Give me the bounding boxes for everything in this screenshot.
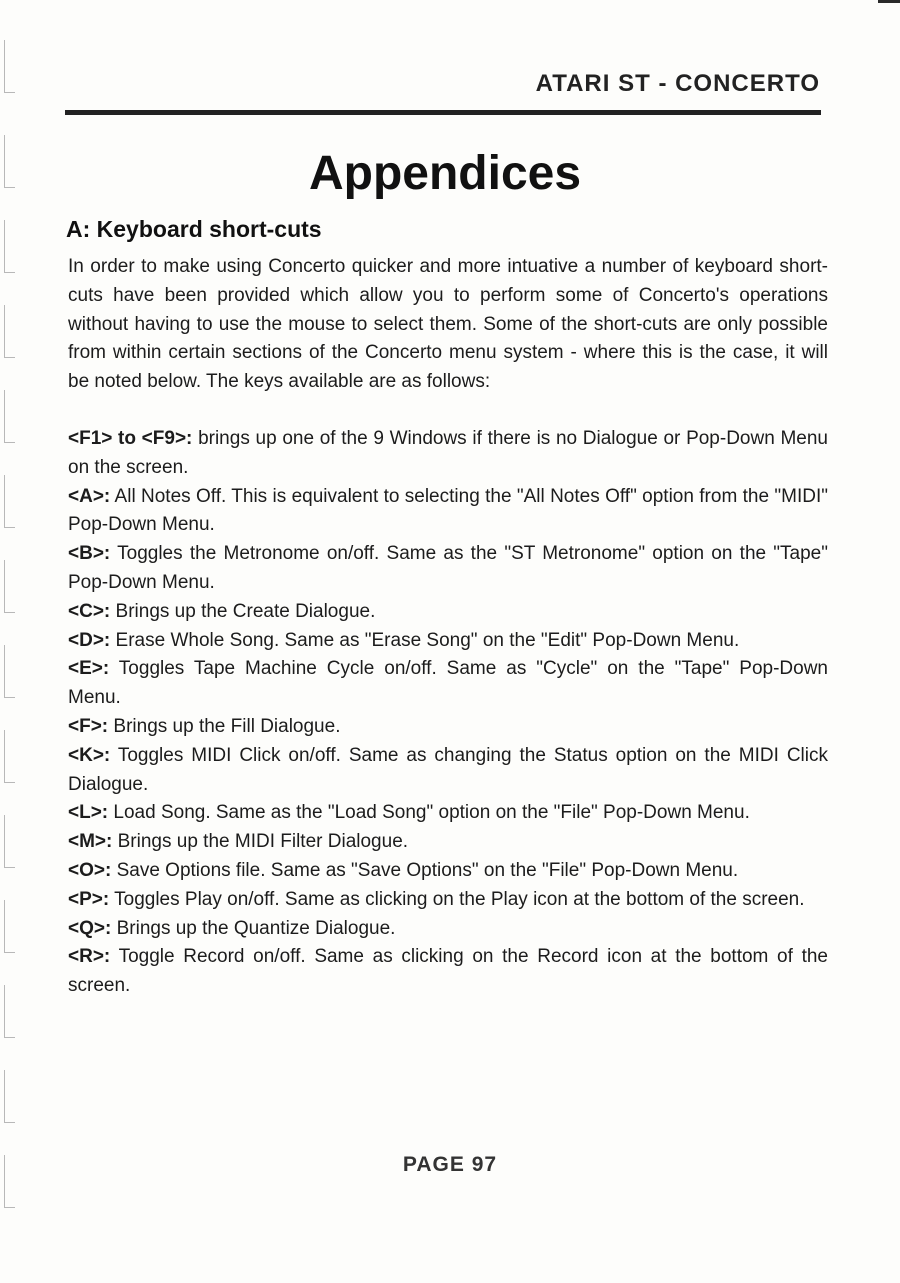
shortcut-key: <R>: [68,946,111,968]
shortcut-description: Load Song. Same as the "Load Song" option on the "File" Pop-Down Menu. [108,802,750,824]
shortcut-entry [68,425,828,483]
shortcut-description: brings up one of the 9 Windows if there is no Dialogue or Pop-Down Menu on the screen. [68,427,828,478]
shortcut-key: <B>: [68,543,111,565]
shortcut-entry [68,598,828,627]
shortcut-description: Erase Whole Song. Same as "Erase Song" on the "Edit" Pop-Down Menu. [110,629,740,651]
shortcut-description: Brings up the Create Dialogue. [110,600,376,622]
shortcut-entry [68,857,828,886]
shortcut-key: <F1> to <F9>: [68,427,193,449]
shortcut-key: <L>: [68,802,109,824]
header-rule [65,110,821,115]
shortcut-description: Toggle Record on/off. Same as clicking on the Record icon at the bottom of the screen. [68,946,828,997]
running-header: ATARI ST - CONCERTO [535,70,820,97]
intro-paragraph: In order to make using Concerto quicker and more intuative a number of keyboard short-cuts have been provided which allow you to perform some of Concerto's operations without having to use the mouse to select them. Some of the short-cuts are only possible from within certain sections of the Concerto menu system - where this is the case, it will be noted below. The keys available are as follows: [68,256,828,393]
shortcut-description: Brings up the Fill Dialogue. [108,715,341,737]
shortcut-description: Save Options file. Same as "Save Options" on the "File" Pop-Down Menu. [111,859,739,881]
page-number: PAGE 97 [402,1153,498,1176]
content [68,253,828,1001]
shortcut-entry [68,540,828,598]
shortcut-description: Brings up the Quantize Dialogue. [111,917,396,939]
shortcut-entry [68,886,828,915]
shortcut-key: <E>: [68,658,110,680]
shortcut-key: <O>: [68,859,112,881]
shortcut-entry [68,627,828,656]
shortcut-key: <P>: [68,888,110,910]
shortcut-description: Toggles MIDI Click on/off. Same as changing the Status option on the MIDI Click Dialogue. [68,744,828,795]
shortcut-key: <F>: [68,715,109,737]
page-edge-mark [878,0,900,3]
shortcut-key: <M>: [68,831,113,853]
shortcut-description: All Notes Off. This is equivalent to selecting the "All Notes Off" option from the "MIDI" Pop-Down Menu. [68,485,828,536]
shortcut-entry [68,828,828,857]
shortcut-description: Toggles the Metronome on/off. Same as the "ST Metronome" option on the "Tape" Pop-Down Menu. [68,543,828,593]
shortcut-description: Toggles Tape Machine Cycle on/off. Same as "Cycle" on the "Tape" Pop-Down Menu. [68,658,828,709]
shortcut-key: <D>: [68,629,111,651]
shortcut-description: Brings up the MIDI Filter Dialogue. [112,831,409,853]
shortcut-entry [68,742,828,800]
shortcut-entry [68,713,828,742]
shortcut-key: <Q>: [68,917,112,939]
section-heading: A: Keyboard short-cuts [66,216,322,242]
shortcut-entry [68,483,828,541]
page-title: Appendices [308,147,582,200]
shortcut-description: Toggles Play on/off. Same as clicking on the Play icon at the bottom of the screen. [109,888,805,910]
shortcut-entry [68,799,828,828]
shortcut-key: <C>: [68,600,111,622]
shortcut-key: <K>: [68,744,111,766]
shortcut-entry [68,655,828,713]
shortcut-key: <A>: [68,485,111,507]
shortcut-entry [68,943,828,1001]
shortcut-entry [68,915,828,944]
